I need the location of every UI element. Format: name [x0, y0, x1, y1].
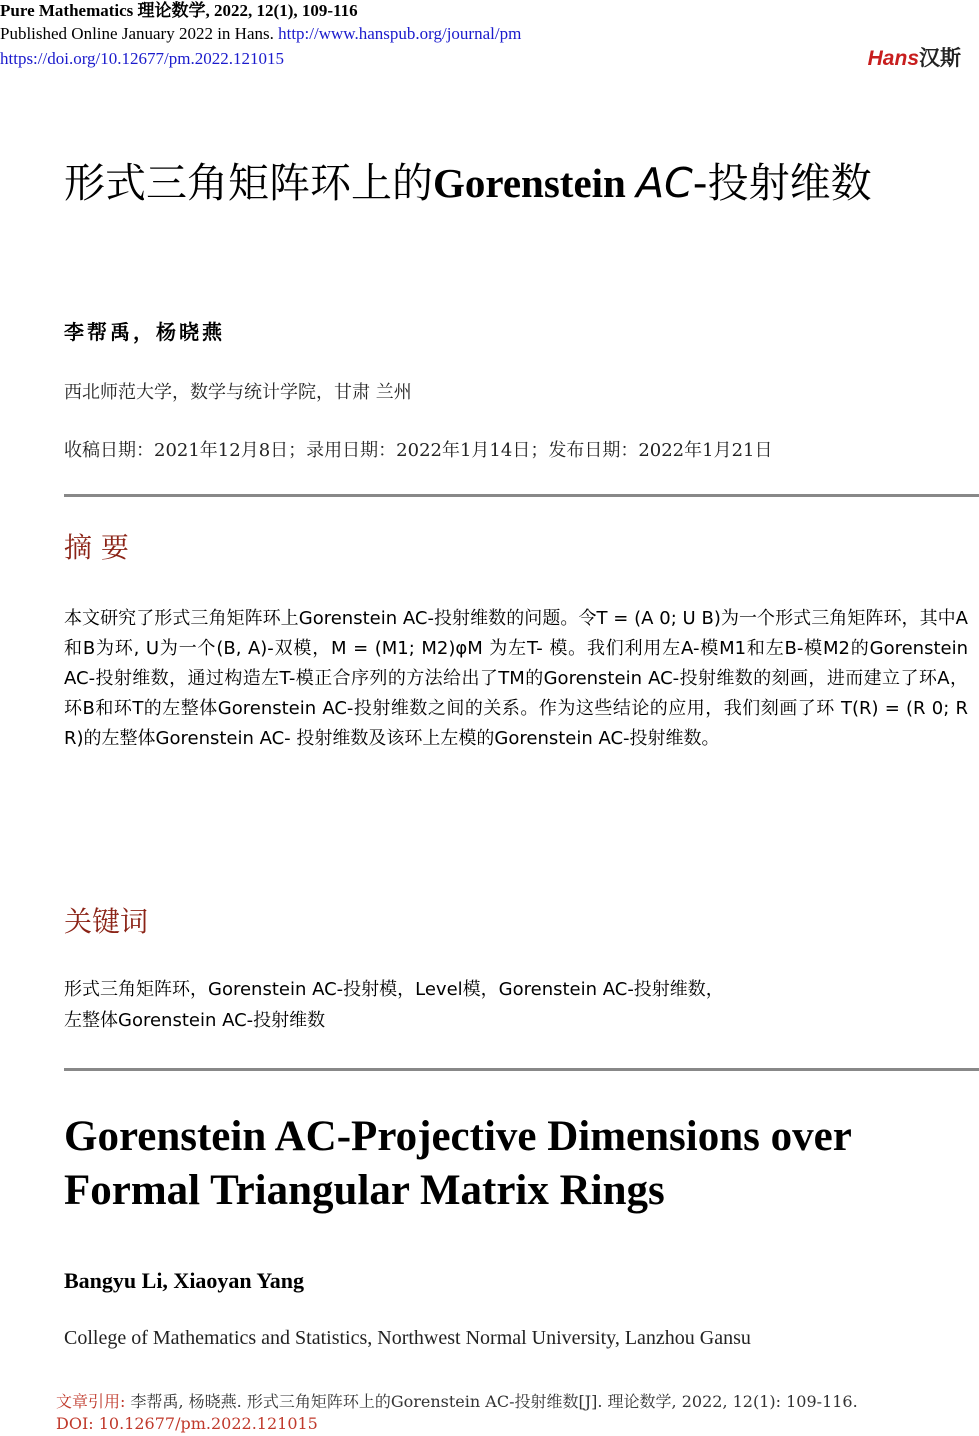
doi-link[interactable]: https://doi.org/10.12677/pm.2022.121015	[0, 49, 284, 68]
abstract-heading: 摘 要	[64, 531, 129, 564]
citation-text: 李帮禹, 杨晓燕. 形式三角矩阵环上的Gorenstein AC-投射维数[J]. 理论数学, 2022, 12(1): 109-116.	[130, 1392, 858, 1411]
publication-line	[0, 23, 521, 45]
cn-title-part1: 形式三角矩阵环上的	[64, 159, 433, 207]
journal-header: Pure Mathematics 理论数学, 2022, 12(1), 109-116	[0, 1, 358, 20]
keywords-line1: 形式三角矩阵环，Gorenstein AC-投射模，Level模，Gorenstein AC-投射维数，	[64, 979, 724, 1000]
published-text: Published Online January 2022 in Hans.	[0, 24, 274, 43]
citation-footer	[56, 1391, 858, 1435]
english-title-line2: Formal Triangular Matrix Rings	[64, 1167, 665, 1214]
cn-title-gorenstein: Gorenstein	[433, 160, 637, 206]
journal-url-link[interactable]: http://www.hanspub.org/journal/pm	[278, 24, 522, 43]
citation-label: 文章引用:	[56, 1392, 131, 1411]
hans-logo	[868, 42, 961, 72]
manuscript-dates: 收稿日期：2021年12月8日；录用日期：2022年1月14日；发布日期：2022年1月21日	[64, 440, 773, 461]
keywords-heading: 关键词	[64, 905, 149, 938]
logo-cn-text: 汉斯	[919, 47, 961, 70]
abstract-text: 本文研究了形式三角矩阵环上Gorenstein AC-投射维数的问题。令T = (A 0; U B)为一个形式三角矩阵环，其中A和B为环, U为一个(B, A)-双模，M = (M1; M2)φM 为左T- 模。我们利用左A-模M1和左B-模M2的Gorenstein AC-投射维数，通过构造左T-模正合序列的方法给出了TM的Gorenstein AC-投射维数的刻画，进而建立了环A，环B和环T的左整体Gorenstein AC-投射维数之间的关系。作为这些结论的应用，我们刻画了环 T(R) = (R 0; R R)的左整体Gorenstein AC- 投射维数及该环上左模的Gorenstein AC-投射维数。	[64, 608, 968, 749]
english-title	[64, 1110, 979, 1218]
cn-title-part2: -投射维数	[692, 159, 872, 207]
citation-doi[interactable]: DOI: 10.12677/pm.2022.121015	[56, 1414, 318, 1433]
logo-hans-text: Hans	[867, 47, 919, 70]
english-title-line1: Gorenstein AC-Projective Dimensions over	[64, 1113, 852, 1160]
english-authors: Bangyu Li, Xiaoyan Yang	[64, 1268, 305, 1293]
divider-top	[64, 494, 979, 497]
cn-title-ac: AC	[636, 159, 693, 207]
divider-middle	[64, 1068, 979, 1071]
chinese-affiliation: 西北师范大学，数学与统计学院，甘肃 兰州	[64, 382, 412, 403]
keywords-line2: 左整体Gorenstein AC-投射维数	[64, 1010, 326, 1031]
chinese-title	[64, 157, 944, 209]
chinese-authors: 李帮禹，杨晓燕	[64, 320, 225, 344]
english-affiliation: College of Mathematics and Statistics, Northwest Normal University, Lanzhou Gansu	[64, 1327, 751, 1349]
keywords-block	[64, 974, 964, 1036]
